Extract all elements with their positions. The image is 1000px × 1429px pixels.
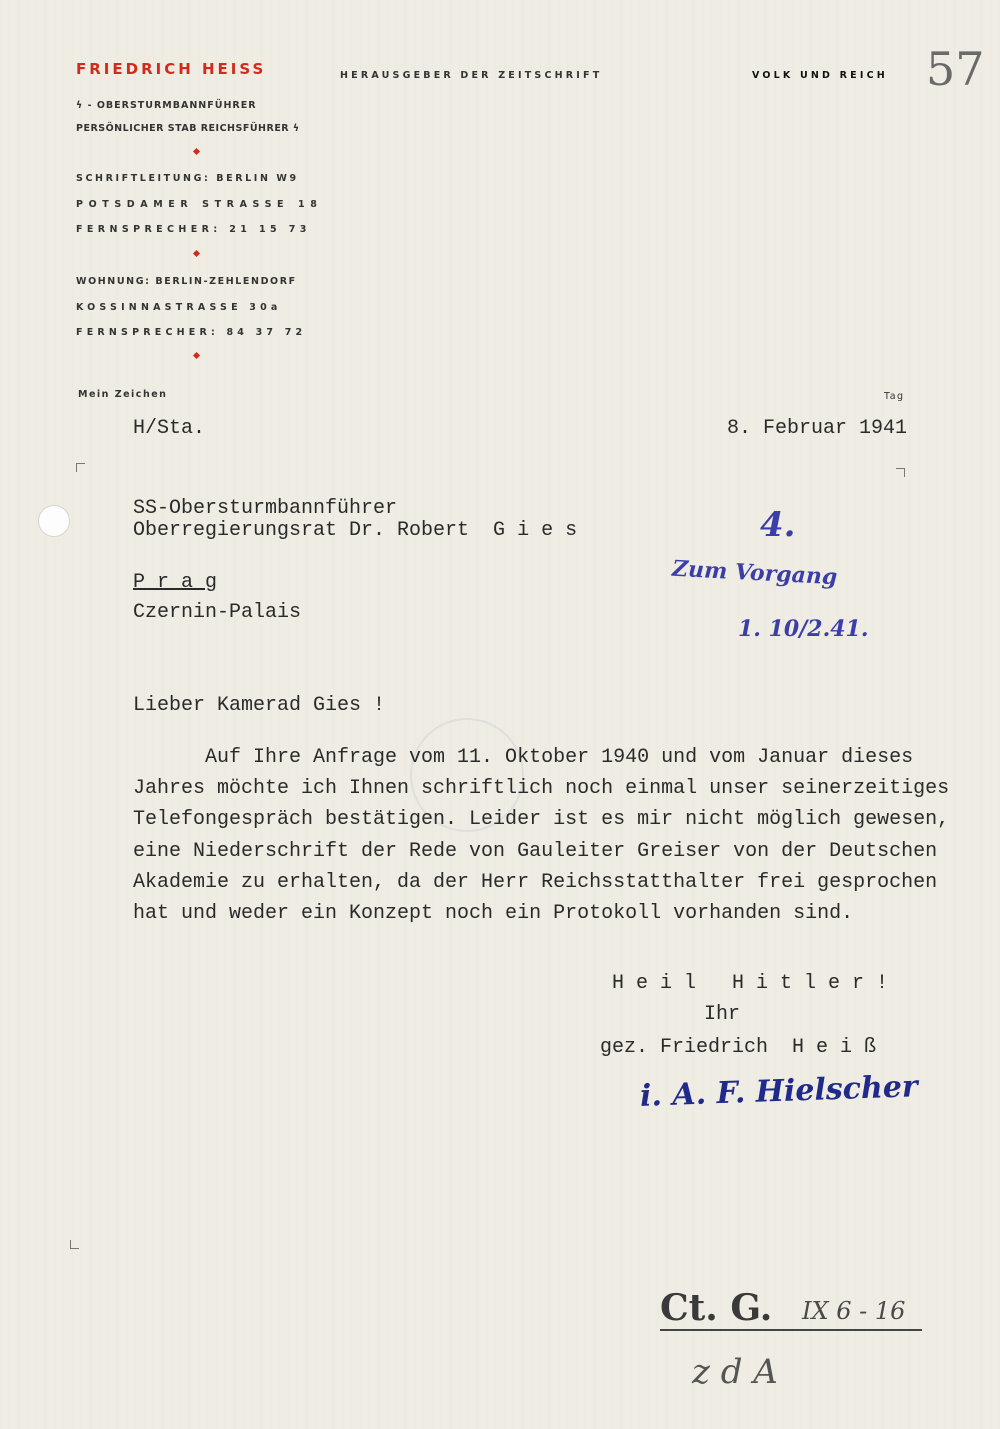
closing-ihr: Ihr: [704, 1003, 741, 1026]
stamp-sub: IX 6 - 16: [802, 1297, 906, 1325]
office-line-2: POTSDAMER STRASSE 18: [76, 199, 323, 210]
stamp-main: Ct. G.: [660, 1287, 773, 1329]
handwritten-mark: 4.: [760, 505, 796, 545]
divider-diamond: [193, 148, 200, 155]
window-mark-top-right: [896, 468, 905, 477]
date-label: Tag: [884, 391, 905, 402]
window-mark-bottom-left: [70, 1240, 79, 1249]
letterhead-magazine: VOLK UND REICH: [752, 70, 888, 81]
body-line-3: Telefongespräch bestätigen. Leider ist es mir nicht möglich gewesen,: [133, 808, 950, 831]
letterhead-rank: ϟ - OBERSTURMBANNFÜHRER: [76, 100, 257, 111]
body-line-5: Akademie zu erhalten, da der Herr Reichsstatthalter frei gesprochen: [133, 871, 938, 894]
punch-hole: [38, 505, 70, 537]
recipient-line-1: SS-Obersturmbannführer: [133, 497, 398, 520]
home-line-2: KOSSINNASTRASSE 30a: [76, 302, 282, 313]
body-line-4: eine Niederschrift der Rede von Gauleiter Greiser von der Deutschen: [133, 840, 938, 863]
letterhead-staff: PERSÖNLICHER STAB REICHSFÜHRER ϟ: [76, 123, 300, 134]
recipient-line-2: Oberregierungsrat Dr. Robert G i e s: [133, 519, 578, 542]
recipient-city: P r a g: [133, 571, 218, 594]
body-line-2: Jahres möchte ich Ihnen schriftlich noch einmal unser seinerzeitiges: [133, 777, 950, 800]
closing-greeting: H e i l H i t l e r !: [612, 972, 889, 995]
signature: i. A. F. Hielscher: [639, 1069, 919, 1114]
handwritten-date: 1. 10/2.41.: [738, 616, 869, 642]
office-line-1: SCHRIFTLEITUNG: BERLIN W9: [76, 173, 299, 184]
date-value: 8. Februar 1941: [727, 417, 908, 440]
reference-value: H/Sta.: [133, 417, 206, 440]
home-line-1: WOHNUNG: BERLIN-ZEHLENDORF: [76, 276, 297, 287]
archive-number: 57: [926, 42, 985, 96]
body-line-6: hat und weder ein Konzept noch ein Protokoll vorhanden sind.: [133, 902, 854, 925]
divider-diamond: [193, 352, 200, 359]
window-mark-top-left: [76, 463, 85, 472]
handwritten-note: Zum Vorgang: [671, 555, 838, 591]
body-line-1: Auf Ihre Anfrage vom 11. Oktober 1940 und vom Januar dieses: [133, 746, 914, 769]
divider-diamond: [193, 250, 200, 257]
archive-stamp: [660, 1287, 922, 1331]
letterhead-publisher: HERAUSGEBER DER ZEITSCHRIFT: [340, 70, 603, 81]
salutation: Lieber Kamerad Gies !: [133, 694, 386, 717]
closing-signed: gez. Friedrich H e i ß: [600, 1036, 877, 1059]
home-line-3: FERNSPRECHER: 84 37 72: [76, 327, 307, 338]
stamp-underline: [660, 1329, 922, 1331]
reference-label: Mein Zeichen: [78, 389, 168, 400]
recipient-address: Czernin-Palais: [133, 601, 302, 624]
stamp-note: z d A: [692, 1352, 778, 1392]
letterhead-name: FRIEDRICH HEISS: [76, 60, 267, 78]
office-line-3: FERNSPRECHER: 21 15 73: [76, 224, 311, 235]
